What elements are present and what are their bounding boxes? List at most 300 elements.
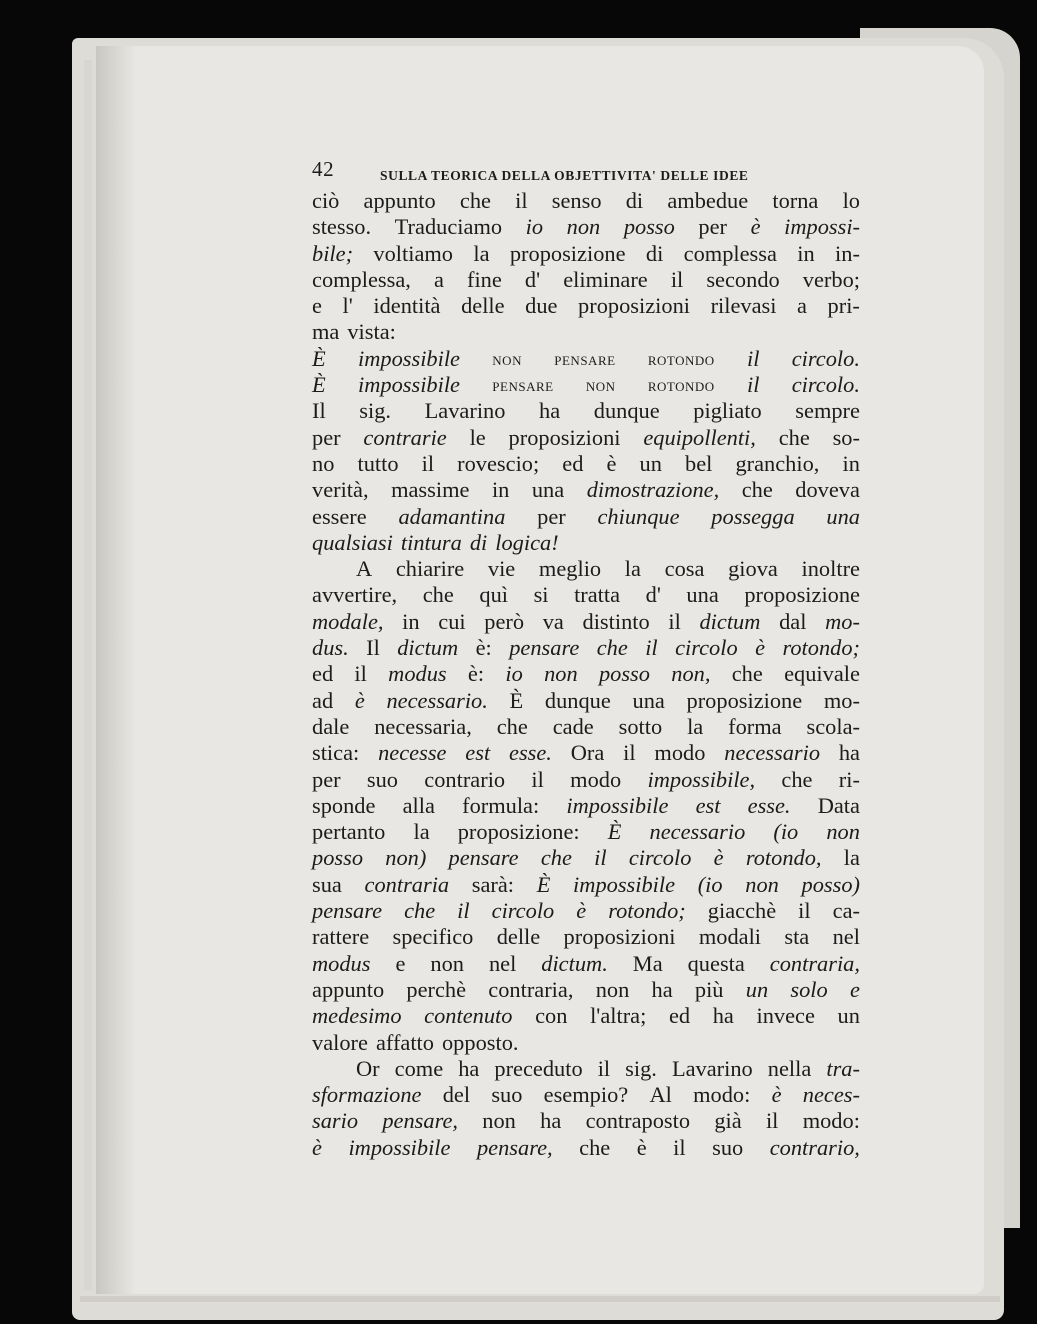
word: le bbox=[469, 424, 486, 450]
italic-word: io bbox=[525, 214, 544, 240]
text-line bbox=[312, 1135, 860, 1161]
italic-word: che bbox=[596, 635, 628, 661]
word: per bbox=[537, 503, 566, 529]
word: per bbox=[312, 424, 341, 450]
word: che bbox=[731, 661, 763, 687]
word: che bbox=[422, 582, 454, 608]
text-line bbox=[312, 504, 860, 530]
word: cosa bbox=[664, 556, 705, 582]
word: inoltre bbox=[801, 556, 860, 582]
word: in bbox=[491, 477, 510, 503]
italic-word: dictum. bbox=[541, 950, 608, 976]
word: suo bbox=[491, 1082, 523, 1108]
word: massime bbox=[391, 477, 470, 503]
word: dale bbox=[312, 713, 350, 739]
word: va bbox=[542, 608, 564, 634]
text-line bbox=[312, 740, 860, 766]
italic-word: posso bbox=[312, 845, 364, 871]
word: in bbox=[402, 608, 420, 634]
italic-word: est bbox=[465, 740, 491, 766]
italic-word: logica! bbox=[495, 529, 559, 555]
word: avvertire, bbox=[312, 582, 398, 608]
word: preceduto bbox=[494, 1055, 583, 1081]
word: però bbox=[484, 608, 525, 634]
word: come bbox=[394, 1055, 444, 1081]
word: il bbox=[670, 266, 684, 292]
word: d' bbox=[645, 582, 661, 608]
word: pigliato bbox=[693, 398, 762, 424]
word: in bbox=[842, 450, 860, 476]
word: ed bbox=[562, 450, 584, 476]
italic-word: esse. bbox=[747, 792, 791, 818]
italic-word: contenuto bbox=[424, 1003, 513, 1029]
page-number: 42 bbox=[312, 157, 335, 181]
word: vista: bbox=[347, 319, 396, 345]
word: il bbox=[765, 1108, 779, 1134]
word: delle bbox=[461, 293, 505, 319]
italic-word: neces- bbox=[802, 1082, 860, 1108]
word: la bbox=[843, 845, 860, 871]
word: è: bbox=[475, 635, 492, 661]
italic-word: impossibile bbox=[357, 345, 460, 371]
page-text bbox=[312, 157, 860, 1161]
italic-word: tra- bbox=[826, 1055, 860, 1081]
word: appunto bbox=[363, 188, 436, 213]
word: rilevasi bbox=[710, 293, 777, 319]
word: proposizione bbox=[686, 687, 803, 713]
word: invece bbox=[756, 1003, 815, 1029]
word: e bbox=[395, 950, 406, 976]
word: sta bbox=[784, 924, 810, 950]
word: questa bbox=[687, 950, 745, 976]
word: la bbox=[624, 556, 641, 582]
italic-word: rotondo; bbox=[608, 898, 686, 924]
word: fine bbox=[466, 266, 502, 292]
word: il bbox=[421, 450, 435, 476]
word: ha bbox=[838, 740, 860, 766]
word: che bbox=[459, 188, 491, 213]
text-line bbox=[312, 688, 860, 714]
italic-word: non) bbox=[385, 845, 427, 871]
word: sotto bbox=[618, 713, 663, 739]
word: verità, bbox=[312, 477, 369, 503]
word: non bbox=[482, 1108, 516, 1134]
word: delle bbox=[496, 924, 541, 950]
word: sua bbox=[312, 871, 342, 897]
word: non bbox=[430, 950, 464, 976]
text-line bbox=[312, 1003, 860, 1029]
page-edge-left bbox=[84, 60, 92, 1290]
word: Ma bbox=[632, 950, 663, 976]
italic-word: impossibile, bbox=[647, 766, 756, 792]
word: Data bbox=[817, 792, 860, 818]
word: modo bbox=[570, 766, 622, 792]
text-line bbox=[312, 451, 860, 477]
italic-word: sario bbox=[312, 1108, 359, 1134]
word: per bbox=[698, 214, 727, 240]
italic-word: dictum bbox=[699, 608, 761, 634]
italic-word: pensare bbox=[448, 845, 519, 871]
word: che bbox=[781, 766, 813, 792]
word: a bbox=[433, 266, 444, 292]
word: pri- bbox=[827, 293, 860, 319]
text-line bbox=[312, 267, 860, 293]
word: doveva bbox=[795, 477, 860, 503]
word: tratta bbox=[574, 582, 621, 608]
page-gutter-shadow bbox=[96, 46, 136, 1294]
text-line bbox=[312, 372, 860, 398]
word: ma bbox=[312, 319, 340, 345]
word: ca- bbox=[832, 898, 860, 924]
word: sig. bbox=[359, 398, 392, 424]
italic-word: è bbox=[755, 635, 766, 661]
italic-word: rotondo; bbox=[782, 635, 860, 661]
word: di bbox=[625, 188, 644, 213]
word: ed bbox=[312, 661, 334, 687]
word: nel bbox=[488, 950, 517, 976]
text-line bbox=[312, 530, 860, 556]
word: il bbox=[354, 661, 367, 687]
word: opposto. bbox=[441, 1029, 519, 1055]
text-line bbox=[312, 845, 860, 871]
body-text bbox=[312, 188, 860, 1161]
italic-word: circolo bbox=[491, 898, 555, 924]
italic-word: mo- bbox=[825, 608, 860, 634]
italic-word: il bbox=[457, 898, 470, 924]
italic-word: È bbox=[607, 819, 622, 845]
italic-word: solo bbox=[790, 976, 828, 1002]
italic-word: circolo bbox=[675, 635, 738, 661]
word: tutto bbox=[357, 450, 399, 476]
text-line bbox=[312, 214, 860, 240]
word: ha bbox=[458, 1055, 480, 1081]
page-header bbox=[312, 157, 860, 188]
italic-word: di bbox=[469, 529, 488, 555]
word: distinto bbox=[582, 608, 650, 634]
word: ciò bbox=[312, 188, 340, 213]
word: stica: bbox=[312, 740, 360, 766]
word: che bbox=[579, 1134, 611, 1160]
word: equivale bbox=[784, 661, 860, 687]
italic-word: è bbox=[354, 687, 365, 713]
italic-word: (io bbox=[773, 819, 799, 845]
italic-word: rotondo, bbox=[745, 845, 822, 871]
word: il bbox=[798, 898, 811, 924]
word: il bbox=[623, 740, 636, 766]
italic-word: pensare bbox=[509, 635, 580, 661]
text-line bbox=[312, 319, 860, 345]
word: chiarire bbox=[395, 556, 465, 582]
word: non bbox=[585, 375, 616, 396]
italic-word: è bbox=[771, 1082, 782, 1108]
italic-word: È bbox=[312, 372, 326, 398]
italic-word: non bbox=[566, 214, 601, 240]
word: esempio? bbox=[543, 1082, 629, 1108]
text-line bbox=[312, 477, 860, 503]
word: il bbox=[673, 1134, 686, 1160]
text-line bbox=[312, 398, 860, 424]
italic-word: esse. bbox=[509, 740, 552, 766]
word: è: bbox=[467, 661, 485, 687]
italic-word: medesimo bbox=[312, 1003, 402, 1029]
word: affatto bbox=[375, 1029, 434, 1055]
word: complessa, bbox=[312, 266, 411, 292]
italic-word: (io bbox=[697, 871, 723, 897]
word: a bbox=[797, 293, 807, 319]
word: Or bbox=[356, 1055, 380, 1081]
italic-word: è bbox=[312, 1134, 322, 1160]
text-line bbox=[312, 635, 860, 661]
word: essere bbox=[312, 503, 367, 529]
text-line bbox=[312, 293, 860, 319]
word: identità bbox=[373, 293, 441, 319]
word: secondo bbox=[706, 266, 780, 292]
word: lo bbox=[842, 188, 860, 213]
italic-word: impossi- bbox=[784, 214, 860, 240]
italic-word: io bbox=[505, 661, 523, 687]
word: sarà: bbox=[471, 871, 515, 897]
word: proposizione bbox=[744, 582, 860, 608]
italic-word: adamantina bbox=[398, 503, 506, 529]
italic-word: non bbox=[826, 819, 860, 845]
page-edge-bottom bbox=[80, 1296, 1000, 1302]
word: Il bbox=[312, 398, 326, 424]
italic-word: equipollenti, bbox=[643, 424, 756, 450]
word: suo bbox=[712, 1134, 744, 1160]
text-line bbox=[312, 1108, 860, 1134]
word: Il bbox=[366, 635, 380, 661]
word: bel bbox=[685, 450, 713, 476]
word: il bbox=[531, 766, 544, 792]
text-line bbox=[312, 609, 860, 635]
word: rotondo bbox=[647, 348, 715, 369]
word: del bbox=[442, 1082, 471, 1108]
text-line bbox=[312, 872, 860, 898]
italic-word: il bbox=[746, 372, 760, 398]
italic-word: che bbox=[540, 845, 572, 871]
word: giova bbox=[728, 556, 778, 582]
word: Al bbox=[649, 1082, 672, 1108]
word: due bbox=[525, 293, 558, 319]
word: giacchè bbox=[707, 898, 777, 924]
word: ha bbox=[540, 1108, 562, 1134]
word: ri- bbox=[838, 766, 860, 792]
word: pensare bbox=[554, 348, 616, 369]
word: granchio, bbox=[735, 450, 820, 476]
word: specifico bbox=[392, 924, 474, 950]
text-line bbox=[312, 977, 860, 1003]
italic-word: est bbox=[695, 792, 721, 818]
word: stesso. bbox=[312, 214, 372, 240]
italic-word: modale, bbox=[312, 608, 384, 634]
italic-word: necesse bbox=[378, 740, 447, 766]
word: è bbox=[606, 450, 617, 476]
word: un bbox=[639, 450, 662, 476]
word: cui bbox=[438, 608, 466, 634]
word: ha bbox=[712, 1003, 734, 1029]
italic-word: tintura bbox=[400, 529, 462, 555]
italic-word: contraria bbox=[364, 871, 450, 897]
text-line bbox=[312, 188, 860, 214]
italic-word: impossibile bbox=[357, 372, 460, 398]
word: proposizioni bbox=[578, 293, 690, 319]
word: il bbox=[515, 188, 528, 213]
word: una bbox=[531, 477, 565, 503]
word: proposizioni bbox=[508, 424, 621, 450]
word: una bbox=[632, 687, 665, 713]
italic-word: e bbox=[849, 976, 860, 1002]
italic-word: contrarie bbox=[363, 424, 447, 450]
word: ha bbox=[539, 398, 561, 424]
word: senso bbox=[551, 188, 602, 213]
word: modo bbox=[654, 740, 706, 766]
italic-word: posso) bbox=[801, 871, 860, 897]
text-line bbox=[312, 556, 860, 582]
word: ambedue bbox=[667, 188, 749, 213]
italic-word: circolo. bbox=[791, 372, 860, 398]
italic-word: una bbox=[826, 503, 860, 529]
text-line bbox=[312, 241, 860, 267]
text-line bbox=[312, 346, 860, 372]
word: rotondo bbox=[647, 375, 715, 396]
word: dunque bbox=[593, 398, 660, 424]
italic-word: necessario. bbox=[386, 687, 488, 713]
word: pertanto bbox=[312, 819, 386, 845]
italic-word: il bbox=[594, 845, 607, 871]
word: contraposto bbox=[585, 1108, 691, 1134]
word: che bbox=[496, 713, 528, 739]
word: mo- bbox=[823, 687, 860, 713]
word: un bbox=[837, 1003, 860, 1029]
word: verbo; bbox=[802, 266, 860, 292]
italic-word: modus bbox=[312, 950, 371, 976]
word: la bbox=[687, 713, 704, 739]
italic-word: non, bbox=[671, 661, 711, 687]
word: in bbox=[797, 240, 815, 266]
italic-word: impossibile bbox=[573, 871, 676, 897]
word: quì bbox=[479, 582, 508, 608]
italic-word: il bbox=[746, 345, 760, 371]
word: il bbox=[597, 1055, 611, 1081]
word: d' bbox=[524, 266, 541, 292]
italic-word: dictum bbox=[397, 635, 459, 661]
word: una bbox=[686, 582, 719, 608]
word: ad bbox=[312, 687, 334, 713]
word: dunque bbox=[544, 687, 611, 713]
word: modo: bbox=[693, 1082, 751, 1108]
word: rattere bbox=[312, 924, 370, 950]
word: modali bbox=[698, 924, 762, 950]
italic-word: dus. bbox=[312, 635, 349, 661]
word: si bbox=[533, 582, 549, 608]
word: nel bbox=[832, 924, 860, 950]
italic-word: chiunque bbox=[597, 503, 680, 529]
word: in- bbox=[835, 240, 860, 266]
text-line bbox=[312, 767, 860, 793]
word: meglio bbox=[538, 556, 602, 582]
italic-word: contrario, bbox=[769, 1134, 860, 1160]
word: formula: bbox=[462, 792, 540, 818]
text-line bbox=[312, 951, 860, 977]
text-line bbox=[312, 1082, 860, 1108]
word: eliminare bbox=[563, 266, 648, 292]
word: no bbox=[312, 450, 335, 476]
word: perchè bbox=[406, 976, 467, 1002]
italic-word: pensare, bbox=[382, 1108, 458, 1134]
text-line bbox=[312, 425, 860, 451]
italic-word: sformazione bbox=[312, 1082, 422, 1108]
word: la bbox=[413, 819, 430, 845]
word: complessa bbox=[683, 240, 777, 266]
italic-word: bile; bbox=[312, 240, 354, 266]
word: sempre bbox=[795, 398, 860, 424]
italic-word: impossibile bbox=[348, 1134, 451, 1160]
text-line bbox=[312, 714, 860, 740]
word: A bbox=[356, 556, 373, 582]
italic-word: circolo. bbox=[791, 345, 860, 371]
italic-word: il bbox=[645, 635, 658, 661]
word: l' bbox=[342, 293, 353, 319]
text-line bbox=[312, 1030, 860, 1056]
word: è bbox=[636, 1134, 647, 1160]
word: contrario bbox=[424, 766, 506, 792]
word: forma bbox=[728, 713, 782, 739]
text-line bbox=[312, 898, 860, 924]
word: e bbox=[312, 293, 322, 319]
italic-word: è bbox=[713, 845, 724, 871]
text-line bbox=[312, 819, 860, 845]
italic-word: non bbox=[745, 871, 779, 897]
word: suo bbox=[366, 766, 398, 792]
word: non bbox=[492, 348, 522, 369]
italic-word: pensare bbox=[312, 898, 383, 924]
italic-word: pensare, bbox=[476, 1134, 553, 1160]
word: sponde bbox=[312, 792, 376, 818]
word: modo: bbox=[802, 1108, 860, 1134]
word: di bbox=[645, 240, 664, 266]
word: torna bbox=[772, 188, 819, 213]
word: il bbox=[668, 608, 681, 634]
italic-word: modus bbox=[388, 661, 447, 687]
word: l'altra; bbox=[590, 1003, 647, 1029]
text-line bbox=[312, 1056, 860, 1082]
italic-word: non bbox=[544, 661, 578, 687]
word: pensare bbox=[492, 375, 554, 396]
text-line bbox=[312, 924, 860, 950]
word: la bbox=[473, 240, 490, 266]
word: ha bbox=[651, 976, 673, 1002]
word: che bbox=[778, 424, 810, 450]
word: contraria, bbox=[488, 976, 574, 1002]
word: con bbox=[535, 1003, 568, 1029]
italic-word: necessario bbox=[724, 740, 821, 766]
word: per bbox=[312, 766, 341, 792]
italic-word: un bbox=[745, 976, 769, 1002]
italic-word: È bbox=[312, 345, 326, 371]
word: proposizione: bbox=[457, 819, 580, 845]
italic-word: impossibile bbox=[566, 792, 669, 818]
word: sig. bbox=[625, 1055, 657, 1081]
word: rovescio; bbox=[457, 450, 540, 476]
italic-word: qualsiasi bbox=[312, 529, 393, 555]
italic-word: possegga bbox=[711, 503, 795, 529]
italic-word: è bbox=[750, 214, 761, 240]
word: cade bbox=[552, 713, 594, 739]
italic-word: È bbox=[536, 871, 551, 897]
word: vie bbox=[487, 556, 516, 582]
word: Lavarino bbox=[424, 398, 506, 424]
word: Lavarino bbox=[671, 1055, 753, 1081]
